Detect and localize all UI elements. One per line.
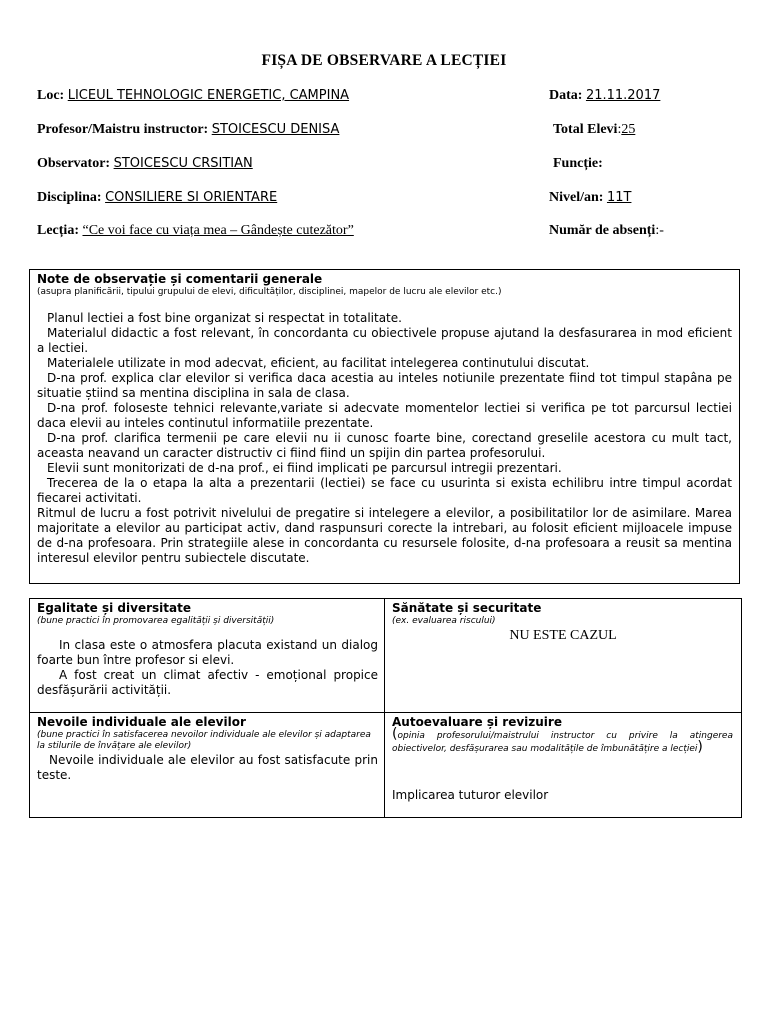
notes-paragraph: D-na prof. explica clar elevilor si verifica daca acestia au inteles notiunile prezentate fiind tot timpul stapâna pe situatie știind sa mentina disciplina in sala de clasa. [37, 371, 732, 400]
sanatate-text: NU ESTE CAZUL [509, 628, 617, 643]
notes-heading: Note de observație și comentarii generale [37, 272, 323, 286]
notes-paragraph: D-na prof. clarifica termenii pe care elevii nu ii cunosc foarte bine, corectand greselile acestora cu mult tact, aceasta neavand un caracter distructiv ci fiind fiind un spijin din partea profesorului. [37, 431, 732, 460]
total-label: Total Elevi [553, 122, 618, 137]
notes-paragraph: Trecerea de la o etapa la alta a prezentarii (lectiei) se face cu usurinta si exista echilibru intre timpul acordat fiecarei activitati. [37, 476, 732, 505]
loc-label: Loc: [37, 88, 65, 103]
total-field: Total Elevi:25 [553, 122, 636, 137]
observator-label: Observator: [37, 156, 111, 171]
nivel-label: Nivel/an: [549, 190, 604, 205]
notes-paragraph: Ritmul de lucru a fost potrivit nivelului de pregatire si intelegere a elevilor, a posibilitatilor lor de asimilare. Marea majoritate a elevilor au participat activ, dand raspunsuri corecte la intrebari, au folosit eficient mijloacele impuse de d-na profesoara. Prin strategiile alese in concordanta cu resursele folosite, d-na profesoara a reusit sa mentina interesul elevilor pentru subiectele discutate. [37, 506, 732, 565]
functie-field [553, 156, 603, 172]
disciplina-value: CONSILIERE SI ORIENTARE [105, 190, 278, 205]
lectia-field [37, 223, 354, 239]
disciplina-field [37, 190, 277, 206]
notes-paragraph: Planul lectiei a fost bine organizat si respectat in totalitate. [47, 311, 402, 325]
profesor-value: STOICESCU DENISA [211, 122, 340, 137]
autoevaluare-cell [385, 713, 741, 817]
disciplina-label: Disciplina: [37, 190, 102, 205]
nevoi-heading: Nevoile individuale ale elevilor [37, 715, 246, 729]
nevoi-cell [30, 713, 384, 817]
nivel-value: 11T [606, 190, 632, 205]
functie-label: Funcție: [553, 156, 603, 171]
profesor-field [37, 122, 339, 138]
lectia-value: “Ce voi face cu viața mea – Gândește cutezător” [82, 223, 354, 238]
sanatate-cell [385, 599, 741, 712]
data-field [549, 88, 660, 104]
loc-field [37, 88, 349, 104]
autoevaluare-text: Implicarea tuturor elevilor [392, 788, 549, 802]
autoevaluare-sub: (opinia profesorului/maistrului instructor cu privire la atingerea obiectivelor, desfășurarea sau modalitățile de îmbunătățire a lecției) [392, 726, 733, 755]
absenti-field: Număr de absenți:- [549, 223, 664, 238]
observator-value: STOICESCU CRSITIAN [113, 156, 253, 171]
nevoi-text: Nevoile individuale ale elevilor au fost satisfacute prin teste. [37, 753, 378, 782]
loc-value: LICEUL TEHNOLOGIC ENERGETIC, CAMPINA [67, 88, 350, 103]
notes-paragraph: D-na prof. foloseste tehnici relevante,variate si adecvate momentelor lectiei si verifica pe tot parcursul lectiei daca elevii au inteles continutul informatiile prezentate. [37, 401, 732, 430]
egalitate-text-2: A fost creat un climat afectiv - emoțional propice desfășurării activității. [37, 668, 378, 697]
nivel-field [549, 190, 631, 206]
notes-body [37, 311, 732, 566]
notes-subheading: (asupra planificării, tipului grupului de elevi, dificultăților, disciplinei, mapelor de lucru ale elevilor etc.) [37, 287, 502, 297]
sanatate-heading: Sănătate și securitate [392, 601, 542, 615]
absenti-value: - [659, 223, 664, 238]
lectia-label: Lecția: [37, 223, 79, 238]
egalitate-text-1: In clasa este o atmosfera placuta existand un dialog foarte bun între profesor si elevi. [37, 638, 378, 667]
egalitate-heading: Egalitate și diversitate [37, 601, 191, 615]
data-value: 21.11.2017 [585, 88, 661, 103]
egalitate-text [37, 638, 378, 698]
egalitate-cell [30, 599, 384, 712]
sanatate-sub: (ex. evaluarea riscului) [392, 616, 496, 626]
data-label: Data: [549, 88, 583, 103]
nevoi-sub: (bune practici în satisfacerea nevoilor individuale ale elevilor și adaptarea la stilurile de învățare ale elevilor) [37, 730, 371, 751]
notes-paragraph: Elevii sunt monitorizati de d-na prof., ei fiind implicati pe parcursul intregii prezentari. [47, 461, 562, 475]
observator-field [37, 156, 253, 172]
absenti-label: Număr de absenți [549, 223, 656, 238]
total-value: 25 [621, 122, 636, 137]
autoevaluare-sub-text: opinia profesorului/maistrului instructor cu privire la atingerea obiectivelor, desfășurarea sau modalitățile de îmbunătățire a lecției [392, 731, 733, 754]
notes-paragraph: Materialele utilizate in mod adecvat, eficient, au facilitat intelegerea continutului discutat. [47, 356, 590, 370]
page-title: FIȘA DE OBSERVARE A LECȚIEI [261, 52, 507, 69]
notes-box [29, 269, 740, 584]
egalitate-sub: (bune practici în promovarea egalității și diversității) [37, 616, 275, 626]
autoevaluare-heading: Autoevaluare și revizuire [392, 715, 562, 729]
profesor-label: Profesor/Maistru instructor: [37, 122, 209, 137]
notes-paragraph: Materialul didactic a fost relevant, în concordanta cu obiectivele propuse ajutand la desfasurarea in mod eficient a lectiei. [37, 326, 732, 355]
evaluation-grid [29, 598, 742, 818]
